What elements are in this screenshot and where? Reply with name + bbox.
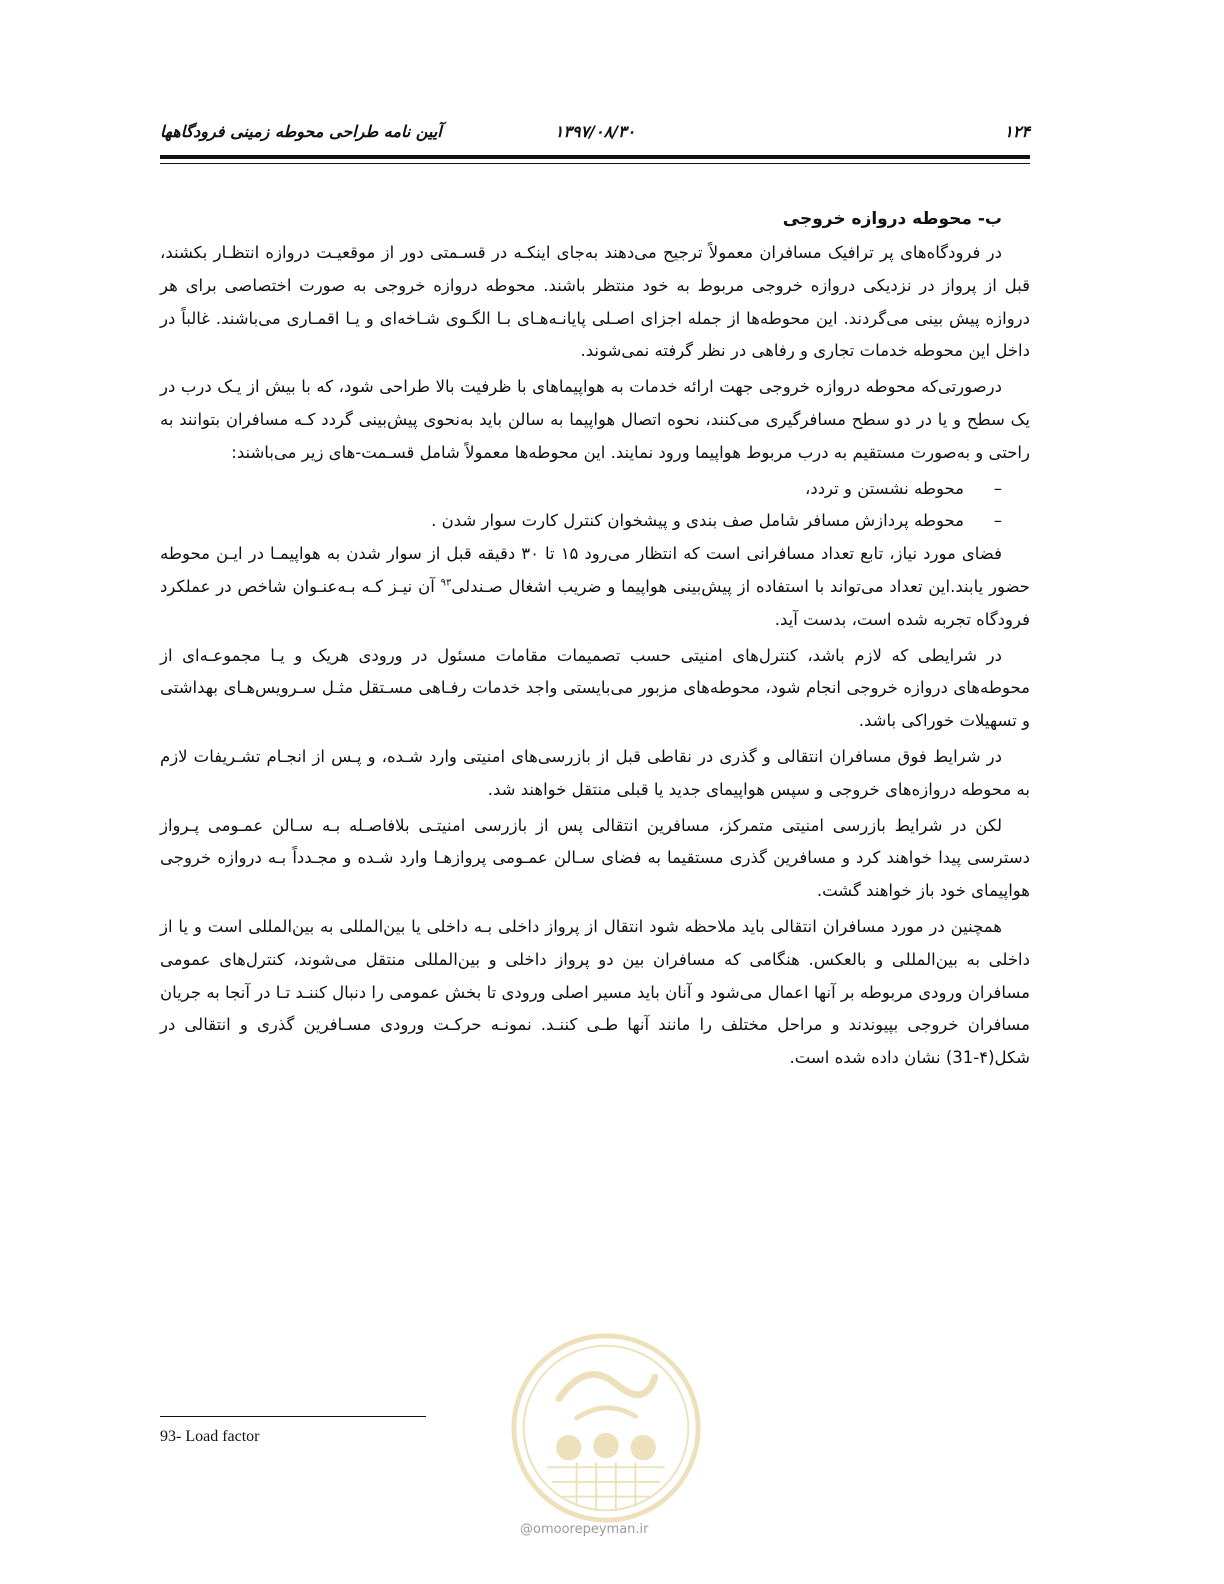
paragraph-7: همچنین در مورد مسافران انتقالی باید ملاحظه شود انتقال از پرواز داخلی بـه داخلی یا بین‌المللی به بین‌المللی است و یا از داخلی به بین‌المللی و بالعکس. هنگامی که مسافران بین دو پرواز داخلی و بین‌المللی منتقل می‌شوند، کنترل‌های عمومی مسافران ورودی مربوطه بر آنها اعمال می‌شود و آنان باید مسیر اصلی ورودی تا بخش عمومی را دنبال کننـد تـا در آنجا به جریان مسافران خروجی بپیوندند و مراحل مختلف را مانند آنها طـی کننـد. نمونـه حرکـت ورودی مسـافرین گذری و انتقالی در شکل(۴-31) نشان داده شده است. bbox=[160, 916, 1030, 1068]
header-rule-thick bbox=[160, 155, 1030, 159]
paragraph-3 bbox=[160, 538, 1030, 636]
watermark-logo-icon bbox=[508, 1330, 704, 1526]
paragraph-2: درصورتی‌که محوطه دروازه خروجی جهت ارائه خدمات به هواپیماهای با ظرفیت بالا طراحی شود، که با بیش از یـک درب در یک سطح و یا در دو سطح مسافرگیری می‌کنند، نحوه اتصال هواپیما به سالن باید به‌نحوی پیش‌بینی گردد کـه مسافران بتوانند به راحتی و به‌صورت مستقیم به درب مربوط هواپیما ورود نمایند. این محوطه‌ها معمولاً شامل قسـمت-های زیر می‌باشند: bbox=[160, 377, 1030, 462]
document-title: آیین نامه طراحی محوطه زمینی فرودگاهها bbox=[160, 122, 442, 141]
paragraph-1: در فرودگاه‌های پر ترافیک مسافران معمولاً ترجیح می‌دهند به‌جای اینکـه در قسـمتی دور از موقعیـت دروازه انتظـار بکشند، قبل از پرواز در نزدیکی دروازه خروجی مربوط به خود منتظر باشند. محوطه دروازه خروجی به صورت اختصاصی برای هر دروازه پیش بینی می‌گردند. این محوطه‌ها از جمله اجزای اصـلی پایانـه‌هـای بـا الگـوی شـاخه‌ای و یـا اقمـاری می‌باشند. غالباً در داخل این محوطه خدمات تجاری و رفاهی در نظر گرفته نمی‌شوند. bbox=[160, 243, 1030, 361]
paragraph-4: در شرایطی که لازم باشد، کنترل‌های امنیتی حسب تصمیمات مقامات مسئول در ورودی هریک و یـا مجموعـه‌ای از محوطه‌های دروازه خروجی انجام شود، محوطه‌های مزبور می‌بایستی واجد خدمات رفـاهی مسـتقل مثـل سـرویس‌هـای بهداشتی و تسهیلات خوراکی باشد. bbox=[160, 645, 1030, 731]
footnote-separator bbox=[160, 1416, 426, 1417]
paragraph-5: در شرایط فوق مسافران انتقالی و گذری در نقاطی قبل از بازرسی‌های امنیتی وارد شـده، و پـس از انجـام تشـریفات لازم به محوطه دروازه‌های خروجی و سپس هواپیمای جدید یا قبلی منتقل خواهند شد. bbox=[160, 746, 1030, 799]
paragraph-3-part-b: آن نیـز کـه بـه‌عنـوان شاخص در عملکرد فرودگاه تجربه شده است، بدست آید. bbox=[160, 576, 1030, 629]
page-number: ۱۲۴ bbox=[1004, 122, 1030, 141]
watermark-url: @omoorepeyman.ir bbox=[520, 1522, 649, 1537]
list-item: – محوطه پردازش مسافر شامل صف بندی و پیشخوان کنترل کارت سوار شدن . bbox=[160, 505, 1002, 538]
bullet-list bbox=[160, 473, 1030, 539]
header-date: ۱۳۹۷/۰۸/۳۰ bbox=[554, 122, 636, 141]
section-heading: ب- محوطه دروازه خروجی bbox=[782, 209, 1002, 229]
page-header bbox=[160, 118, 1030, 148]
list-item: – محوطه نشستن و تردد، bbox=[160, 473, 1002, 506]
footnote-ref[interactable]: ۹۳ bbox=[440, 577, 452, 589]
page-body bbox=[160, 203, 1030, 1078]
footnote: 93- Load factor bbox=[160, 1428, 260, 1445]
paragraph-3-part-a: فضای مورد نیاز، تابع تعداد مسافرانی است که انتظار می‌رود ۱۵ تا ۳۰ دقیقه قبل از سوار شدن به هواپیمـا در ایـن محوطه حضور یابند.این تعداد می‌تواند با استفاده از پیش‌بینی هواپیما و ضریب اشغال صـندلی bbox=[160, 544, 1031, 596]
paragraph-6: لکن در شرایط بازرسی امنیتی متمرکز، مسافرین انتقالی پس از بازرسی امنیتـی بلافاصـله بـه سـالن عمـومی پـرواز دسترسی پیدا خواهند کرد و مسافرین گذری مستقیما به فضای سـالن عمـومی پروازهـا وارد شـده و مجـدداً بـه دروازه خروجی هواپیمای خود باز خواهند گشت. bbox=[160, 815, 1030, 901]
header-rule-thin bbox=[160, 163, 1030, 164]
